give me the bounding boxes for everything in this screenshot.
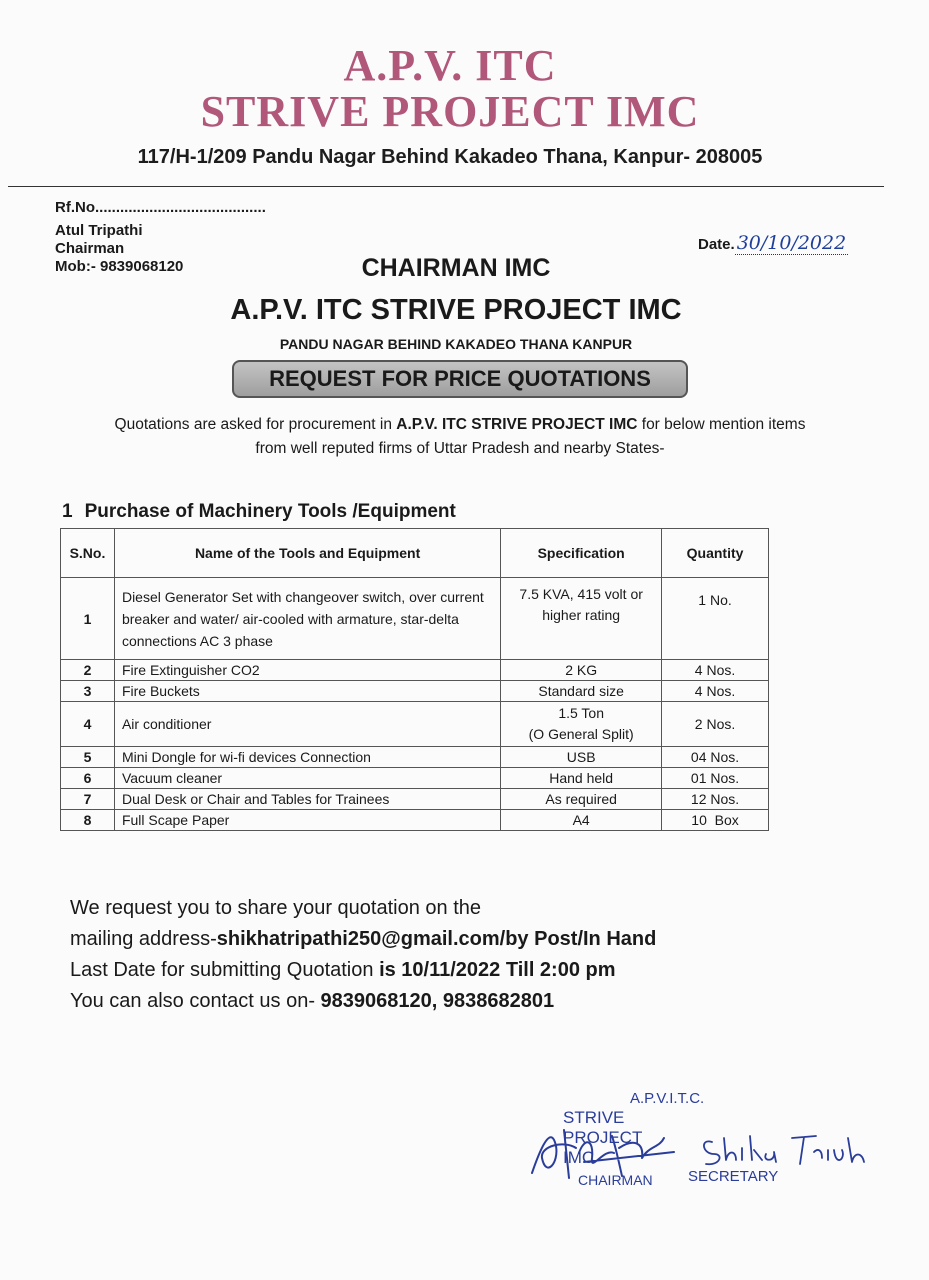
sender-mobile: Mob:- 9839068120 xyxy=(55,258,184,275)
table-row xyxy=(61,810,769,831)
cell-sno: 7 xyxy=(61,789,115,810)
items-table xyxy=(60,528,769,831)
heading-chairman: CHAIRMAN IMC xyxy=(361,254,551,282)
cell-sno: 5 xyxy=(61,747,115,768)
section-title-text: Purchase of Machinery Tools /Equipment xyxy=(84,501,456,522)
cell-name: Mini Dongle for wi-fi devices Connection xyxy=(114,747,500,768)
request-line2 xyxy=(70,924,656,955)
request-line3 xyxy=(70,955,656,986)
header-spec: Specification xyxy=(501,529,662,578)
intro-text xyxy=(40,413,880,461)
request-phones: 9839068120, 9838682801 xyxy=(320,990,555,1012)
table-row xyxy=(61,747,769,768)
table-row xyxy=(61,660,769,681)
stamp-line1: A.P.V.I.T.C. xyxy=(630,1090,705,1107)
cell-sno: 3 xyxy=(61,681,115,702)
cell-qty: 04 Nos. xyxy=(662,747,769,768)
sender-name: Atul Tripathi xyxy=(55,222,143,239)
table-header-row xyxy=(61,529,769,578)
cell-qty: 1 No. xyxy=(662,578,769,660)
header-qty: Quantity xyxy=(662,529,769,578)
cell-qty: 12 Nos. xyxy=(662,789,769,810)
date-label: Date. xyxy=(698,236,735,253)
cell-spec xyxy=(501,702,662,747)
request-email: shikhatripathi250@gmail.com/by Post/In Hand xyxy=(216,928,657,950)
intro-line2: from well reputed firms of Uttar Pradesh and nearby States- xyxy=(255,440,665,457)
cell-name: Fire Extinguisher CO2 xyxy=(114,660,500,681)
request-line2-prefix: mailing address- xyxy=(70,928,217,950)
cell-name: Diesel Generator Set with changeover switch, over current breaker and water/ air-cooled with armature, star-delta connections AC 3 phase xyxy=(114,578,500,660)
request-line4 xyxy=(70,986,656,1017)
cell-name: Full Scape Paper xyxy=(114,810,500,831)
section-number: 1 xyxy=(62,501,73,522)
cell-qty: 4 Nos. xyxy=(662,660,769,681)
cell-qty: 10 Box xyxy=(662,810,769,831)
table-row xyxy=(61,702,769,747)
cell-name: Dual Desk or Chair and Tables for Trainees xyxy=(114,789,500,810)
request-line1: We request you to share your quotation on the xyxy=(70,897,482,919)
cell-spec: 7.5 KVA, 415 volt or higher rating xyxy=(501,578,662,660)
cell-spec-line1: 1.5 Ton xyxy=(558,705,604,721)
heading-project: A.P.V. ITC STRIVE PROJECT IMC xyxy=(230,294,682,326)
cell-spec: 2 KG xyxy=(501,660,662,681)
table-row xyxy=(61,789,769,810)
org-name-line2: STRIVE PROJECT IMC xyxy=(200,87,700,136)
sender-designation: Chairman xyxy=(55,240,125,257)
cell-qty: 01 Nos. xyxy=(662,768,769,789)
cell-name: Fire Buckets xyxy=(114,681,500,702)
date-value: 30/10/2022 xyxy=(736,232,847,254)
cell-spec: Hand held xyxy=(501,768,662,789)
cell-spec-line2: (O General Split) xyxy=(528,726,634,742)
date-field xyxy=(698,232,848,254)
intro-bold: A.P.V. ITC STRIVE PROJECT IMC xyxy=(396,416,638,433)
intro-part1: Quotations are asked for procurement in xyxy=(114,416,397,433)
table-row xyxy=(61,578,769,660)
intro-part2: for below mention items xyxy=(637,416,806,433)
cell-sno: 2 xyxy=(61,660,115,681)
section-title xyxy=(62,501,456,523)
table-row xyxy=(61,681,769,702)
cell-sno: 1 xyxy=(61,578,115,660)
cell-spec: Standard size xyxy=(501,681,662,702)
cell-name: Air conditioner xyxy=(114,702,500,747)
cell-spec: As required xyxy=(501,789,662,810)
rfq-banner: REQUEST FOR PRICE QUOTATIONS xyxy=(232,360,688,398)
cell-qty: 2 Nos. xyxy=(662,702,769,747)
cell-sno: 6 xyxy=(61,768,115,789)
request-line4-prefix: You can also contact us on- xyxy=(70,990,321,1012)
org-name-line1: A.P.V. ITC xyxy=(343,41,557,90)
header-name: Name of the Tools and Equipment xyxy=(114,529,500,578)
request-deadline: is 10/11/2022 Till 2:00 pm xyxy=(379,959,616,981)
chairman-signature xyxy=(524,1118,694,1188)
header-sno: S.No. xyxy=(61,529,115,578)
stamp-secretary: SECRETARY xyxy=(688,1168,779,1185)
org-address: 117/H-1/209 Pandu Nagar Behind Kakadeo Thana, Kanpur- 208005 xyxy=(137,146,763,168)
cell-spec: USB xyxy=(501,747,662,768)
stamp-line2: STRIVE PROJECT IMC xyxy=(563,1108,643,1167)
stamp-chairman: CHAIRMAN xyxy=(578,1172,653,1188)
cell-sno: 8 xyxy=(61,810,115,831)
cell-qty: 4 Nos. xyxy=(662,681,769,702)
cell-name: Vacuum cleaner xyxy=(114,768,500,789)
reference-number: Rf.No......................................... xyxy=(55,199,266,216)
table-row xyxy=(61,768,769,789)
cell-spec: A4 xyxy=(501,810,662,831)
request-line3-prefix: Last Date for submitting Quotation xyxy=(70,959,380,981)
header-divider xyxy=(8,186,884,187)
secretary-signature xyxy=(696,1128,872,1172)
heading-place: PANDU NAGAR BEHIND KAKADEO THANA KANPUR xyxy=(279,336,633,352)
cell-sno: 4 xyxy=(61,702,115,747)
request-block xyxy=(70,893,656,1017)
